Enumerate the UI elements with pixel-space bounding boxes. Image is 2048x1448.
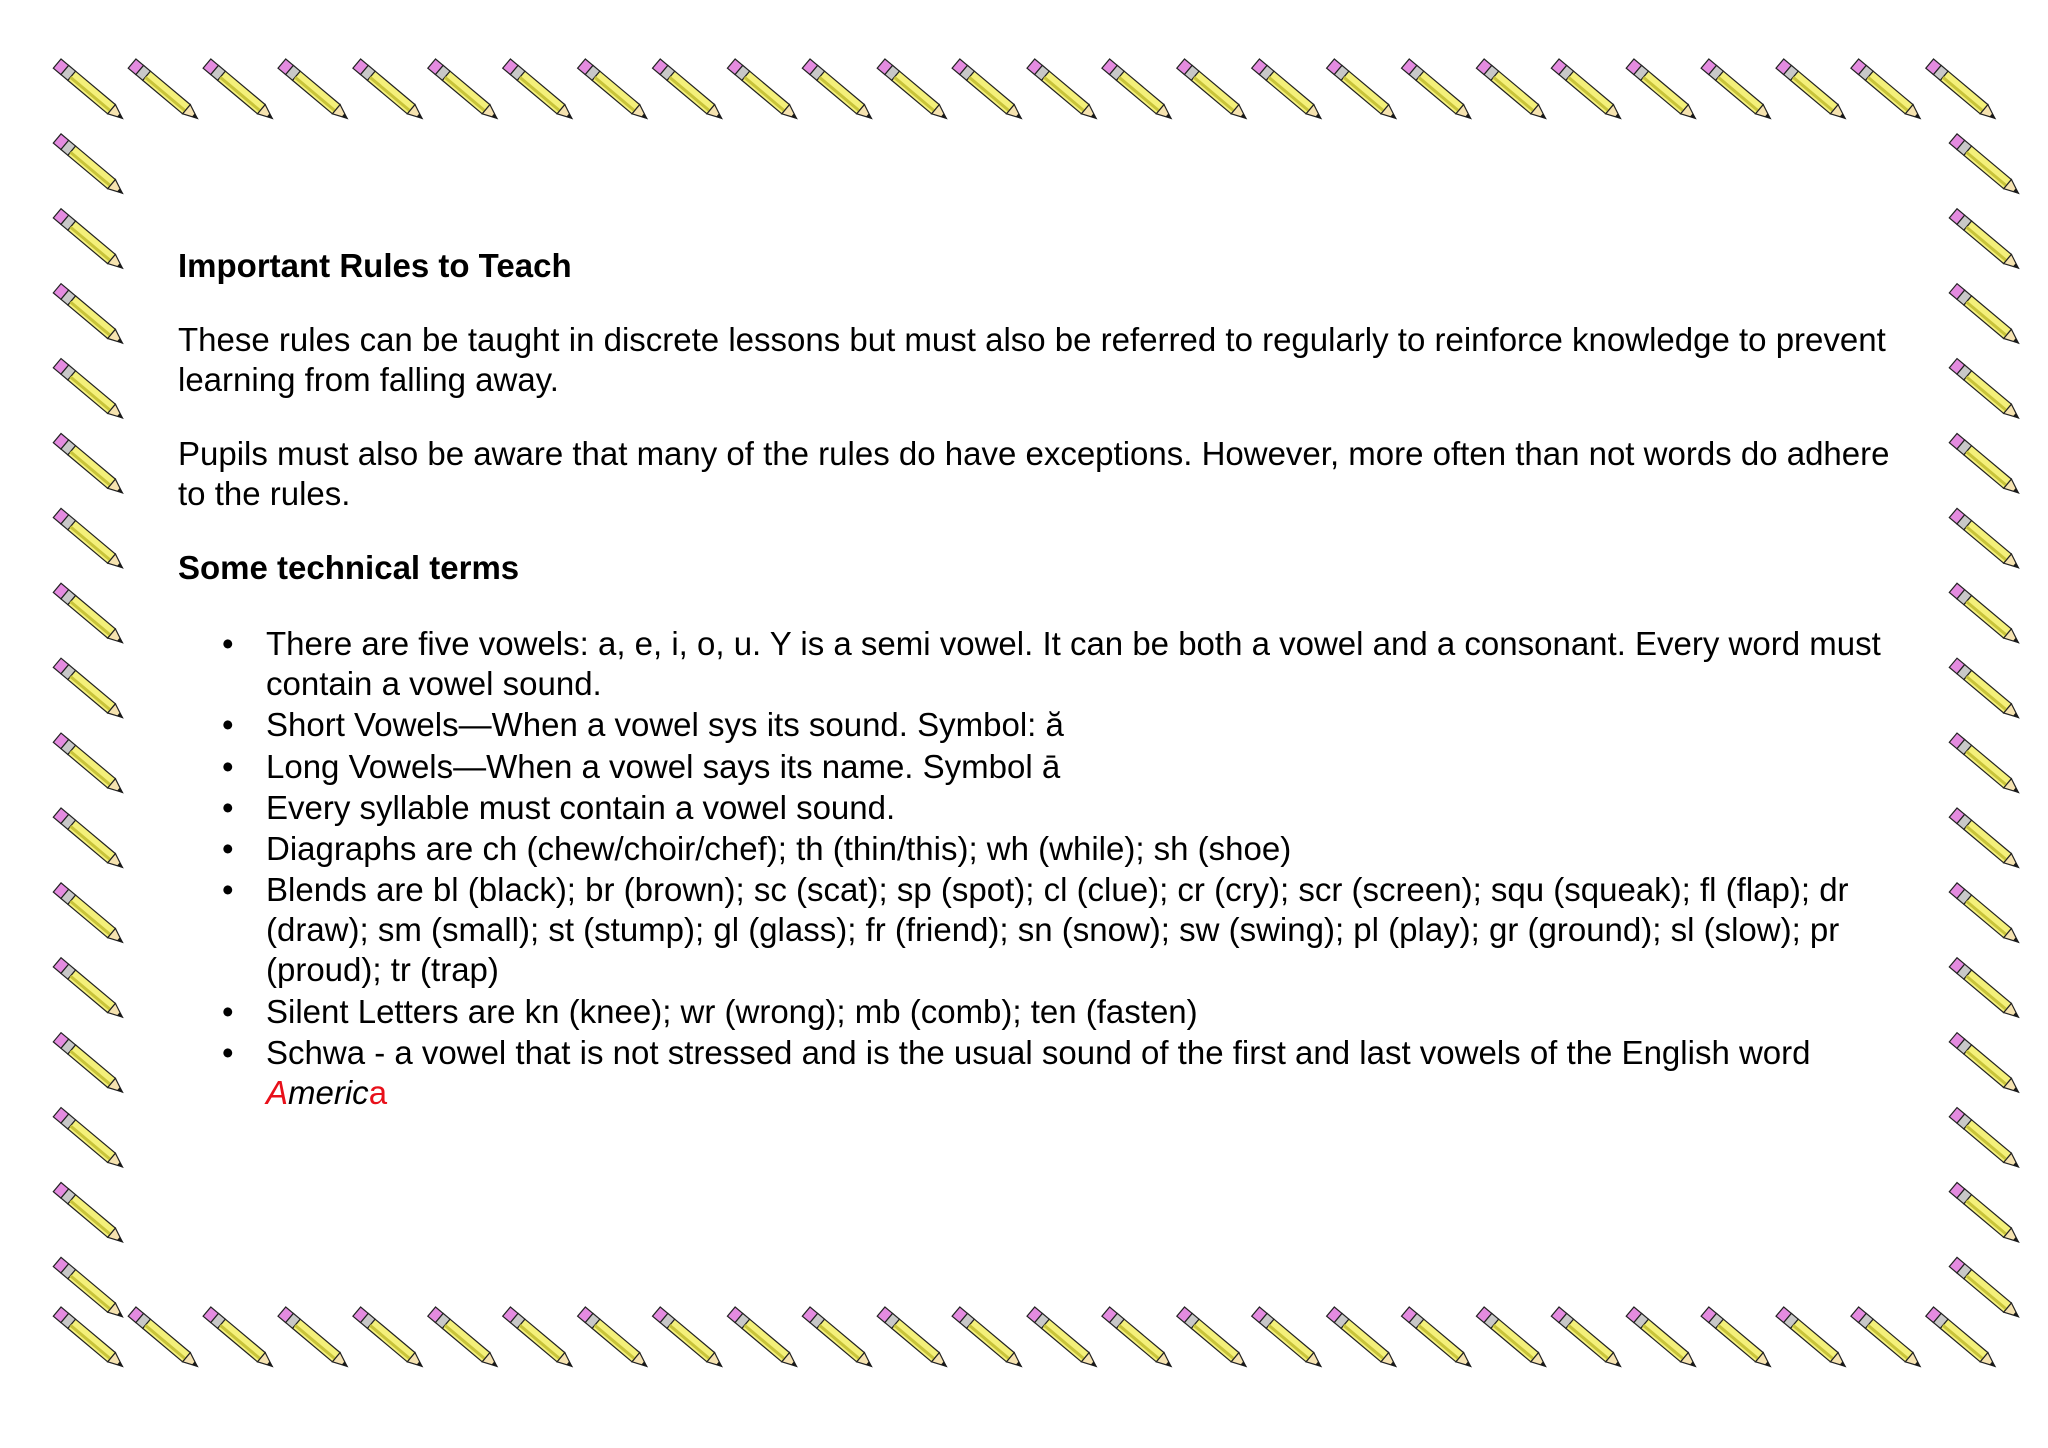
pencil-icon [53,508,127,573]
pencil-icon [128,59,202,124]
bullet-icon: • [222,830,234,868]
pencil-icon [1949,658,2023,723]
pencil-icon [802,1307,876,1372]
pencil-icon [1551,1307,1625,1372]
pencil-icon [1949,209,2023,274]
pencil-icon [1851,1307,1925,1372]
schwa-text: Schwa - a vowel that is not stressed and is the usual sound of the first and last vowels of the English word [266,1034,1811,1072]
list-item [178,705,1898,745]
pencil-icon [53,59,127,124]
pencil-icon [1252,1307,1326,1372]
list-item [178,788,1898,828]
pencil-icon [278,59,352,124]
pencil-icon [53,359,127,424]
pencil-icon [1551,59,1625,124]
pencil-icon [203,59,277,124]
list-item [178,747,1898,787]
bullet-icon: • [222,871,234,909]
pencil-icon [53,583,127,648]
intro-paragraph: These rules can be taught in discrete lessons but must also be referred to regularly to reinforce knowledge to prevent learning from falling away. [178,321,1886,398]
exceptions-paragraph: Pupils must also be aware that many of the rules do have exceptions. However, more often than not words do adhere to the rules. [178,435,1890,512]
bullet-icon: • [222,747,234,785]
term-text: Blends are bl (black); br (brown); sc (scat); sp (spot); cl (clue); cr (cry); scr (screen); squ (squeak); fl (flap); dr (draw); sm (small); st (stump); gl (glass); fr (friend); sn (snow); sw (swing); pl (play); gr (ground); sl (slow); pr (proud); tr (trap) [266,871,1849,989]
pencil-icon [877,1307,951,1372]
pencil-icon [1949,1033,2023,1098]
term-text: Short Vowels—When a vowel sys its sound. Symbol: ă [266,706,1064,744]
pencil-icon [1327,59,1401,124]
pencil-icon [1102,59,1176,124]
pencil-icon [653,1307,727,1372]
pencil-icon [1851,59,1925,124]
pencil-icon [353,59,427,124]
pencil-icon [1926,59,2000,124]
list-item [178,624,1898,704]
bullet-icon: • [222,788,234,826]
pencil-icon [503,59,577,124]
pencil-icon [128,1307,202,1372]
pencil-icon [1402,59,1476,124]
term-text: Every syllable must contain a vowel sound. [266,788,896,826]
pencil-icon [1402,1307,1476,1372]
pencil-icon [1476,1307,1550,1372]
bullet-icon: • [222,992,234,1030]
pencil-icon [1949,958,2023,1023]
pencil-icon [1476,59,1550,124]
pencil-icon [53,1182,127,1247]
pencil-icon [53,1108,127,1173]
pencil-icon [278,1307,352,1372]
pencil-icon [952,59,1026,124]
list-item [178,1033,1898,1113]
pencil-icon [578,59,652,124]
section-heading: Some technical terms [178,549,520,586]
pencil-icon [53,284,127,349]
pencil-icon [727,59,801,124]
pencil-icon [53,209,127,274]
pencil-icon [1949,433,2023,498]
pencil-icon [1177,59,1251,124]
pencil-icon [353,1307,427,1372]
pencil-icon [1949,134,2023,199]
pencil-icon [53,883,127,948]
pencil-icon [877,59,951,124]
pencil-icon [1701,1307,1775,1372]
pencil-icon [1102,1307,1176,1372]
term-text: Long Vowels—When a vowel says its name. Symbol ā [266,747,1061,785]
pencil-icon [53,1307,127,1372]
pencil-icon [653,59,727,124]
pencil-icon [428,59,502,124]
pencil-icon [1949,508,2023,573]
pencil-icon [53,958,127,1023]
bullet-icon: • [222,625,234,662]
list-item [178,829,1898,869]
pencil-icon [802,59,876,124]
pencil-icon [1926,1307,2000,1372]
term-text: Diagraphs are ch (chew/choir/chef); th (thin/this); wh (while); sh (shoe) [266,830,1292,868]
pencil-icon [53,1033,127,1098]
pencil-icon [1776,59,1850,124]
pencil-icon [1949,284,2023,349]
pencil-icon [1626,1307,1700,1372]
pencil-icon [53,658,127,723]
pencil-icon [1252,59,1326,124]
pencil-icon [203,1307,277,1372]
pencil-icon [1949,359,2023,424]
pencil-icon [53,433,127,498]
pencil-icon [578,1307,652,1372]
pencil-icon [53,733,127,798]
pencil-icon [952,1307,1026,1372]
pencil-icon [1949,808,2023,873]
pencil-icon [1701,59,1775,124]
pencil-icon [727,1307,801,1372]
list-item [178,992,1898,1032]
pencil-icon [53,134,127,199]
example-word-middle: meric [288,1074,369,1112]
pencil-icon [503,1307,577,1372]
term-text: Silent Letters are kn (knee); wr (wrong); mb (comb); ten (fasten) [266,992,1198,1030]
technical-terms-list [178,624,1898,1113]
pencil-icon [1949,1108,2023,1173]
pencil-icon [1626,59,1700,124]
pencil-icon [428,1307,502,1372]
page-title: Important Rules to Teach [178,247,572,284]
pencil-icon [1027,59,1101,124]
pencil-icon [1027,1307,1101,1372]
pencil-icon [1949,1257,2023,1322]
pencil-icon [1949,1182,2023,1247]
pencil-icon [1949,733,2023,798]
pencil-icon [1949,883,2023,948]
pencil-icon [53,808,127,873]
pencil-icon [1177,1307,1251,1372]
bullet-icon: • [222,706,234,744]
bullet-icon: • [222,1034,234,1072]
pencil-icon [1949,583,2023,648]
pencil-icon [1776,1307,1850,1372]
list-item [178,870,1898,990]
pencil-icon [1327,1307,1401,1372]
example-word-highlight-first: A [266,1074,289,1112]
example-word-highlight-last: a [368,1074,388,1112]
term-text: There are five vowels: a, e, i, o, u. Y is a semi vowel. It can be both a vowel and a consonant. Every word must contain a vowel sound. [266,625,1881,702]
document-body [178,246,1898,1114]
